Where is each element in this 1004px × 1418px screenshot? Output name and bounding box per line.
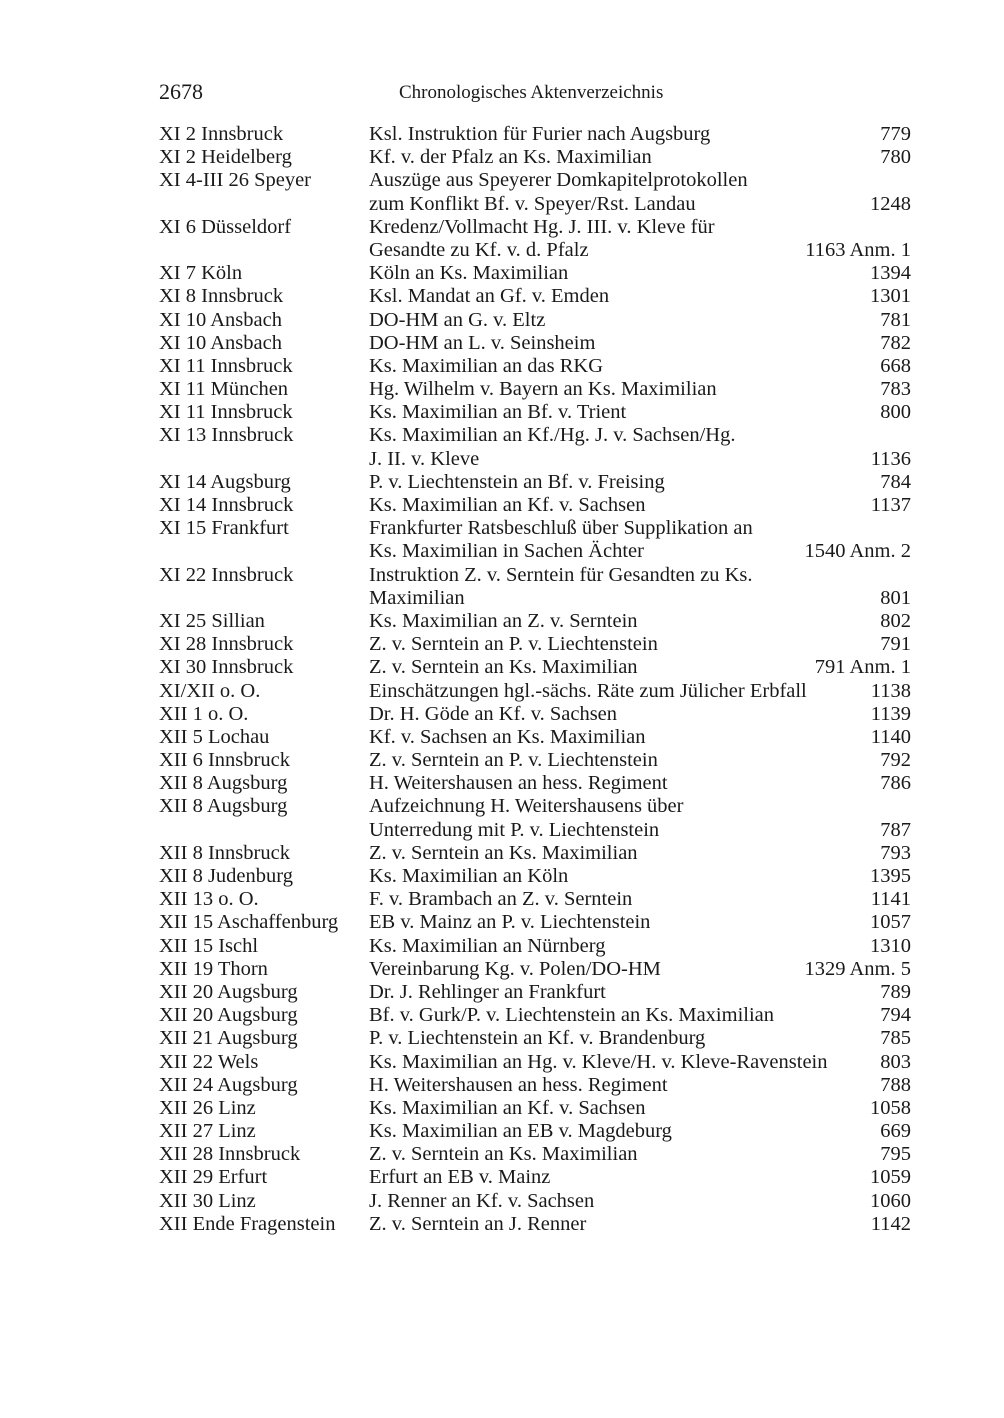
list-item <box>159 471 911 494</box>
entry-date: XI 2 Innsbruck <box>159 123 284 145</box>
entry-line <box>159 564 911 587</box>
entry-date: XI 22 Innsbruck <box>159 563 294 586</box>
entry-description: Ks. Maximilian an Kf./Hg. J. v. Sachsen/Hg. <box>369 424 736 447</box>
entry-line <box>159 633 911 656</box>
entry-line <box>159 819 911 842</box>
entry-reference: 781 <box>880 308 911 331</box>
entry-reference: 1138 <box>870 679 911 702</box>
entry-reference: 802 <box>880 609 911 632</box>
entry-description: Hg. Wilhelm v. Bayern an Ks. Maximilian <box>369 378 717 401</box>
list-item <box>159 935 911 958</box>
list-item <box>159 1143 911 1166</box>
entry-description: Aufzeichnung H. Weitershausens über <box>369 795 684 818</box>
entry-description: Kredenz/Vollmacht Hg. J. III. v. Kleve für <box>369 215 715 238</box>
entry-reference: 1058 <box>870 1096 911 1119</box>
entry-description: Z. v. Serntein an J. Renner <box>369 1212 587 1235</box>
entry-date: XI/XII o. O. <box>159 679 261 702</box>
list-item <box>159 726 911 749</box>
entry-line <box>159 1213 911 1236</box>
entry-reference: 1060 <box>870 1189 911 1212</box>
entry-reference: 1394 <box>870 262 911 285</box>
entry-line <box>159 1120 911 1143</box>
entry-date: XI 25 Sillian <box>159 609 265 632</box>
entry-date: XII 30 Linz <box>159 1189 256 1212</box>
list-item <box>159 656 911 679</box>
entry-list <box>159 123 911 1236</box>
entry-date: XI 2 Heidelberg <box>159 146 292 169</box>
entry-reference: 785 <box>880 1027 911 1050</box>
list-item <box>159 355 911 378</box>
entry-line <box>159 471 911 494</box>
entry-reference: 793 <box>880 841 911 864</box>
entry-line <box>159 935 911 958</box>
list-item <box>159 610 911 633</box>
entry-reference: 1059 <box>870 1166 911 1189</box>
entry-line <box>159 772 911 795</box>
entry-line <box>159 193 911 216</box>
entry-date: XI 4-III 26 Speyer <box>159 169 311 192</box>
entry-description: Ks. Maximilian an Köln <box>369 865 569 887</box>
entry-date: XI 14 Augsburg <box>159 470 291 493</box>
list-item <box>159 795 911 841</box>
entry-description: J. Renner an Kf. v. Sachsen <box>369 1189 595 1212</box>
entry-date: XII 22 Wels <box>159 1050 259 1073</box>
entry-description: Frankfurter Ratsbeschluß über Supplikation an <box>369 517 753 540</box>
entry-description: H. Weitershausen an hess. Regiment <box>369 772 668 795</box>
entry-line <box>159 888 911 911</box>
entry-reference: 668 <box>880 354 911 377</box>
entry-date: XII 15 Aschaffenburg <box>159 911 339 934</box>
entry-date: XII 6 Innsbruck <box>159 749 290 772</box>
entry-date: XII 28 Innsbruck <box>159 1143 301 1166</box>
entry-line <box>159 1166 911 1189</box>
page-number: 2678 <box>159 79 203 104</box>
entry-line <box>159 703 911 726</box>
entry-line <box>159 1004 911 1027</box>
entry-date: XII 8 Augsburg <box>159 772 288 795</box>
entry-reference: 1136 <box>870 447 911 470</box>
entry-line <box>159 378 911 401</box>
entry-description: Ks. Maximilian an Z. v. Serntein <box>369 609 638 632</box>
entry-reference: 791 <box>880 633 911 656</box>
entry-description: Ks. Maximilian an Kf. v. Sachsen <box>369 494 646 516</box>
entry-reference: 1310 <box>870 934 911 957</box>
entry-date: XI 7 Köln <box>159 262 243 285</box>
entry-line <box>159 285 911 308</box>
entry-line <box>159 169 911 192</box>
entry-description: P. v. Liechtenstein an Kf. v. Brandenburg <box>369 1027 706 1050</box>
entry-line <box>159 448 911 471</box>
entry-date: XII 15 Ischl <box>159 934 259 957</box>
entry-description: Instruktion Z. v. Serntein für Gesandten zu Ks. <box>369 563 753 586</box>
entry-date: XII 20 Augsburg <box>159 1004 298 1027</box>
entry-reference: 788 <box>880 1073 911 1096</box>
list-item <box>159 285 911 308</box>
entry-reference: 801 <box>880 586 911 609</box>
entry-reference: 1329 Anm. 5 <box>804 957 911 980</box>
entry-reference: 1301 <box>870 285 911 308</box>
entry-date: XI 11 München <box>159 378 289 401</box>
entry-reference: 794 <box>880 1004 911 1027</box>
entry-date: XI 8 Innsbruck <box>159 285 284 308</box>
entry-description: Bf. v. Gurk/P. v. Liechtenstein an Ks. Maximilian <box>369 1004 775 1027</box>
entry-reference: 803 <box>880 1050 911 1073</box>
entry-line <box>159 981 911 1004</box>
entry-line <box>159 610 911 633</box>
list-item <box>159 216 911 262</box>
list-item <box>159 146 911 169</box>
entry-date: XII 20 Augsburg <box>159 980 298 1003</box>
entry-line <box>159 726 911 749</box>
entry-reference: 1395 <box>870 865 911 887</box>
entry-line <box>159 958 911 981</box>
list-item <box>159 123 911 146</box>
entry-line <box>159 865 911 888</box>
entry-line <box>159 517 911 540</box>
list-item <box>159 309 911 332</box>
entry-description: Ks. Maximilian an Bf. v. Trient <box>369 401 627 424</box>
entry-description: Erfurt an EB v. Mainz <box>369 1166 551 1189</box>
entry-reference: 1248 <box>870 192 911 215</box>
entry-line <box>159 494 911 517</box>
entry-description: Dr. H. Göde an Kf. v. Sachsen <box>369 702 618 725</box>
entry-line <box>159 123 911 146</box>
entry-reference: 787 <box>880 818 911 841</box>
entry-date: XI 11 Innsbruck <box>159 354 293 377</box>
entry-line <box>159 795 911 818</box>
entry-line <box>159 1051 911 1074</box>
list-item <box>159 772 911 795</box>
entry-line <box>159 587 911 610</box>
entry-description: Z. v. Serntein an Ks. Maximilian <box>369 841 638 864</box>
entry-line <box>159 911 911 934</box>
entry-description: H. Weitershausen an hess. Regiment <box>369 1073 668 1096</box>
entry-reference: 779 <box>880 123 911 145</box>
list-item <box>159 494 911 517</box>
entry-date: XII 21 Augsburg <box>159 1027 298 1050</box>
entry-description: Z. v. Serntein an P. v. Liechtenstein <box>369 633 658 656</box>
list-item <box>159 749 911 772</box>
list-item <box>159 842 911 865</box>
entry-date: XII 1 o. O. <box>159 702 249 725</box>
entry-description: Ksl. Instruktion für Furier nach Augsburg <box>369 123 711 145</box>
entry-date: XI 13 Innsbruck <box>159 424 294 447</box>
entry-reference: 1137 <box>870 494 911 516</box>
entry-description: Einschätzungen hgl.-sächs. Räte zum Jülicher Erbfall <box>369 679 807 702</box>
entry-date: XI 10 Ansbach <box>159 308 282 331</box>
list-item <box>159 680 911 703</box>
entry-reference: 1140 <box>870 725 911 748</box>
entry-line <box>159 749 911 772</box>
entry-description: Ks. Maximilian an Nürnberg <box>369 934 606 957</box>
entry-description: Ks. Maximilian an Kf. v. Sachsen <box>369 1096 646 1119</box>
entry-line <box>159 239 911 262</box>
entry-reference: 1141 <box>870 888 911 911</box>
entry-line <box>159 1097 911 1120</box>
entry-date: XI 6 Düsseldorf <box>159 215 292 238</box>
list-item <box>159 1120 911 1143</box>
list-item <box>159 1190 911 1213</box>
entry-reference: 1142 <box>870 1212 911 1235</box>
entry-reference: 792 <box>880 749 911 772</box>
entry-date: XI 11 Innsbruck <box>159 401 293 424</box>
entry-description: Gesandte zu Kf. v. d. Pfalz <box>369 238 589 261</box>
entry-description: Z. v. Serntein an P. v. Liechtenstein <box>369 749 658 772</box>
entry-line <box>159 1190 911 1213</box>
entry-line <box>159 540 911 563</box>
entry-date: XI 10 Ansbach <box>159 331 282 354</box>
list-item <box>159 401 911 424</box>
entry-description: Köln an Ks. Maximilian <box>369 262 569 285</box>
list-item <box>159 1004 911 1027</box>
entry-reference: 1540 Anm. 2 <box>804 540 911 563</box>
list-item <box>159 424 911 470</box>
entry-line <box>159 842 911 865</box>
entry-description: Ks. Maximilian an das RKG <box>369 354 604 377</box>
entry-description: EB v. Mainz an P. v. Liechtenstein <box>369 911 651 934</box>
running-title: Chronologisches Aktenverzeichnis <box>399 82 664 103</box>
entry-line <box>159 262 911 285</box>
entry-reference: 800 <box>880 401 911 424</box>
entry-description: Kf. v. der Pfalz an Ks. Maximilian <box>369 146 652 169</box>
entry-line <box>159 355 911 378</box>
entry-description: DO-HM an G. v. Eltz <box>369 308 546 331</box>
entry-description: Ksl. Mandat an Gf. v. Emden <box>369 285 610 308</box>
entry-date: XII 27 Linz <box>159 1120 256 1143</box>
entry-date: XII Ende Fragenstein <box>159 1212 336 1235</box>
entry-date: XII 8 Judenburg <box>159 865 293 887</box>
entry-description: Maximilian <box>369 586 465 609</box>
entry-reference: 789 <box>880 980 911 1003</box>
entry-description: Ks. Maximilian an Hg. v. Kleve/H. v. Kleve-Ravenstein <box>369 1050 828 1073</box>
entry-description: P. v. Liechtenstein an Bf. v. Freising <box>369 470 665 493</box>
entry-description: Kf. v. Sachsen an Ks. Maximilian <box>369 725 646 748</box>
list-item <box>159 332 911 355</box>
entry-description: Unterredung mit P. v. Liechtenstein <box>369 818 660 841</box>
entry-reference: 795 <box>880 1143 911 1166</box>
entry-date: XII 24 Augsburg <box>159 1073 298 1096</box>
entry-reference: 780 <box>880 146 911 169</box>
list-item <box>159 958 911 981</box>
entry-line <box>159 401 911 424</box>
entry-description: zum Konflikt Bf. v. Speyer/Rst. Landau <box>369 192 696 215</box>
entry-description: DO-HM an L. v. Seinsheim <box>369 331 596 354</box>
entry-date: XI 14 Innsbruck <box>159 494 294 516</box>
entry-line <box>159 424 911 447</box>
entry-line <box>159 680 911 703</box>
entry-description: Dr. J. Rehlinger an Frankfurt <box>369 980 606 1003</box>
entry-line <box>159 309 911 332</box>
entry-date: XII 29 Erfurt <box>159 1166 268 1189</box>
entry-description: Auszüge aus Speyerer Domkapitelprotokollen <box>369 169 748 192</box>
entry-date: XII 19 Thorn <box>159 957 268 980</box>
entry-line <box>159 146 911 169</box>
entry-reference: 786 <box>880 772 911 795</box>
entry-date: XI 28 Innsbruck <box>159 633 294 656</box>
entry-description: Z. v. Serntein an Ks. Maximilian <box>369 1143 638 1166</box>
entry-reference: 791 Anm. 1 <box>814 656 911 679</box>
list-item <box>159 1027 911 1050</box>
list-item <box>159 262 911 285</box>
entry-date: XII 13 o. O. <box>159 888 259 911</box>
list-item <box>159 378 911 401</box>
list-item <box>159 633 911 656</box>
entry-date: XI 30 Innsbruck <box>159 656 294 679</box>
entry-reference: 1163 Anm. 1 <box>805 238 911 261</box>
list-item <box>159 1074 911 1097</box>
entry-reference: 1139 <box>870 702 911 725</box>
entry-date: XII 8 Augsburg <box>159 795 288 818</box>
entry-date: XI 15 Frankfurt <box>159 517 289 540</box>
entry-description: J. II. v. Kleve <box>369 447 480 470</box>
list-item <box>159 1051 911 1074</box>
list-item <box>159 865 911 888</box>
list-item <box>159 1097 911 1120</box>
entry-reference: 783 <box>880 378 911 401</box>
entry-reference: 1057 <box>870 911 911 934</box>
entry-line <box>159 1143 911 1166</box>
entry-description: Vereinbarung Kg. v. Polen/DO-HM <box>369 957 661 980</box>
list-item <box>159 911 911 934</box>
entry-line <box>159 656 911 679</box>
entry-line <box>159 216 911 239</box>
list-item <box>159 1166 911 1189</box>
entry-line <box>159 332 911 355</box>
entry-description: Z. v. Serntein an Ks. Maximilian <box>369 656 638 679</box>
entry-description: Ks. Maximilian in Sachen Ächter <box>369 540 644 563</box>
entry-line <box>159 1027 911 1050</box>
list-item <box>159 888 911 911</box>
entry-reference: 784 <box>880 470 911 493</box>
entry-line <box>159 1074 911 1097</box>
list-item <box>159 981 911 1004</box>
list-item <box>159 169 911 215</box>
entry-reference: 782 <box>880 331 911 354</box>
entry-date: XII 26 Linz <box>159 1096 256 1119</box>
entry-reference: 669 <box>880 1120 911 1143</box>
list-item <box>159 703 911 726</box>
entry-date: XII 8 Innsbruck <box>159 841 290 864</box>
entry-description: F. v. Brambach an Z. v. Serntein <box>369 888 633 911</box>
entry-date: XII 5 Lochau <box>159 725 270 748</box>
entry-description: Ks. Maximilian an EB v. Magdeburg <box>369 1120 672 1143</box>
list-item <box>159 1213 911 1236</box>
list-item <box>159 517 911 563</box>
list-item <box>159 564 911 610</box>
